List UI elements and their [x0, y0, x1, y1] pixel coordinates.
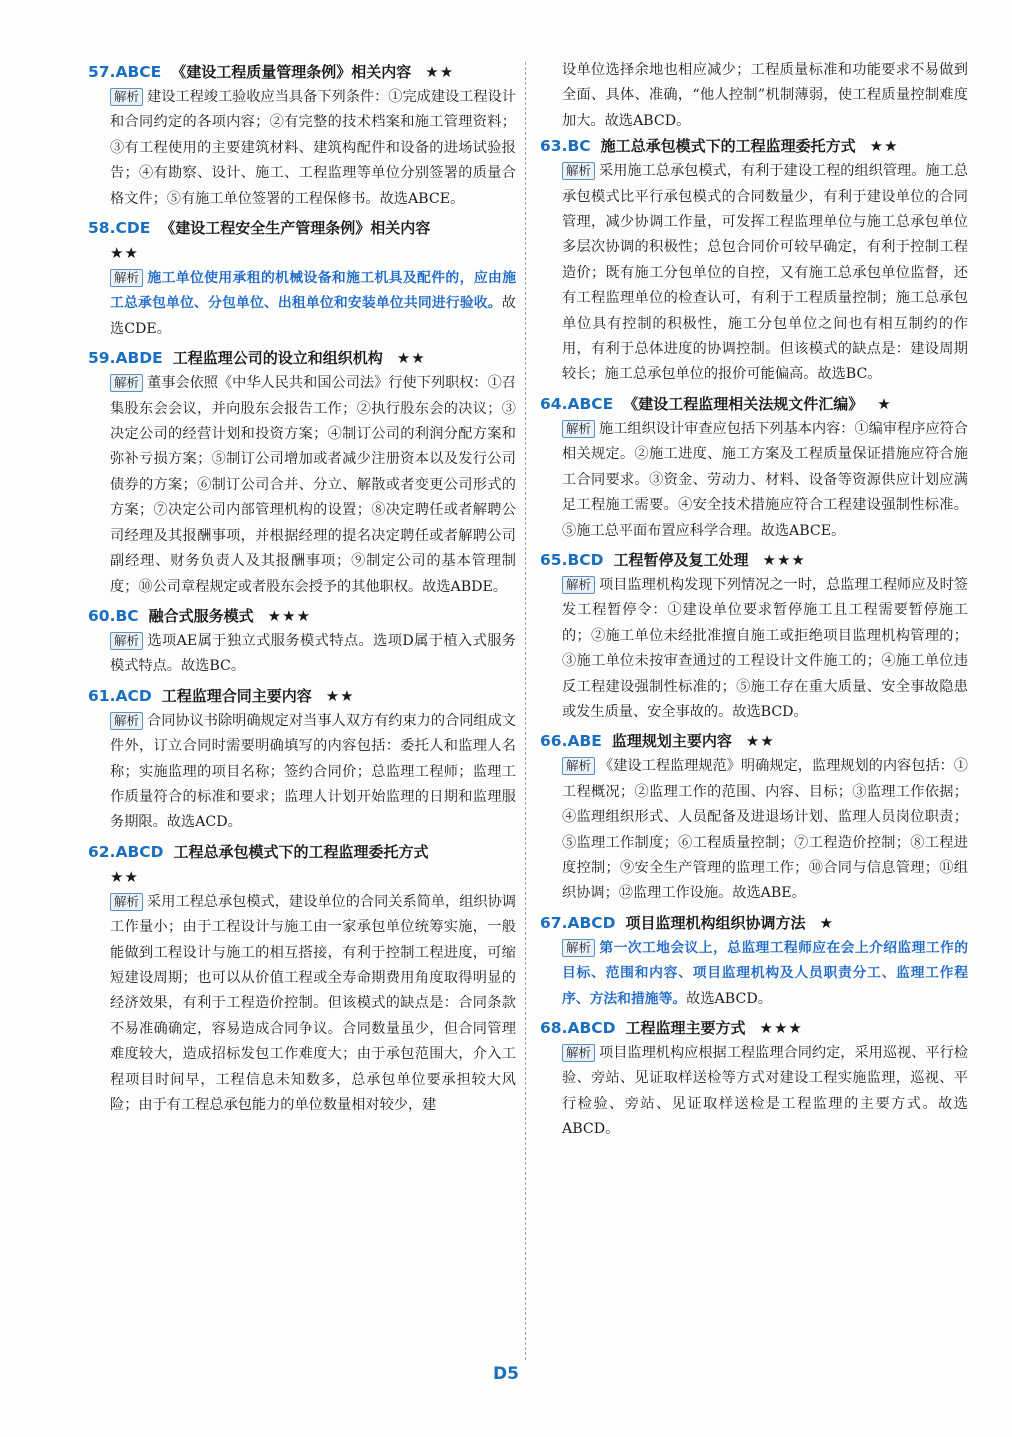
analysis-paragraph	[562, 754, 968, 906]
right-column	[540, 60, 968, 1147]
question-topic: 监理规划主要内容	[611, 732, 732, 751]
analysis-highlight: 施工单位使用承租的机械设备和施工机具及配件的，应由施工总承包单位、分包单位、出租单位和安装单位共同进行验收。	[110, 270, 516, 312]
analysis-tag: 解析	[110, 712, 143, 730]
question-59	[88, 346, 516, 600]
question-heading	[540, 134, 968, 159]
analysis-paragraph	[562, 573, 968, 725]
question-topic: 工程监理主要方式	[625, 1019, 746, 1037]
question-number: 57.ABCE	[88, 63, 162, 81]
difficulty-stars: ★★	[425, 63, 455, 81]
difficulty-stars: ★★	[396, 349, 426, 368]
difficulty-stars: ★★	[325, 686, 355, 705]
analysis-tag: 解析	[562, 757, 595, 775]
analysis-text: 选项AE属于独立式服务模式特点。选项D属于植入式服务模式特点。故选BC。	[110, 632, 516, 675]
difficulty-stars: ★★	[745, 732, 775, 751]
question-number: 68.ABCD	[540, 1019, 616, 1037]
difficulty-stars: ★★	[869, 137, 899, 156]
analysis-paragraph	[562, 159, 968, 388]
difficulty-stars: ★★★	[762, 550, 806, 569]
analysis-paragraph	[110, 890, 516, 1119]
column-divider	[525, 62, 526, 1360]
analysis-tag: 解析	[110, 893, 143, 911]
question-number: 60.BC	[88, 606, 139, 625]
analysis-paragraph	[562, 417, 968, 544]
question-64	[540, 392, 968, 544]
question-66	[540, 729, 968, 906]
analysis-tag: 解析	[562, 420, 595, 438]
question-number: 59.ABDE	[88, 349, 163, 368]
question-number: 62.ABCD	[88, 842, 164, 861]
question-65	[540, 548, 968, 725]
question-topic: 融合式服务模式	[148, 606, 254, 625]
analysis-text: 《建设工程监理规范》明确规定，监理规划的内容包括：①工程概况；②监理工作的范围、内容、目标；③监理工作依据；④监理组织形式、人员配备及进退场计划、监理人员岗位职责；⑤监理工作制度；⑥工程质量控制；⑦工程造价控制；⑧工程进度控制；⑨安全生产管理的监理工作；⑩合同与信息管理；⑪组织协调；⑫监理工作设施。故选ABE。	[562, 758, 968, 902]
continued-text-62: 设单位选择余地也相应减少；工程质量标准和功能要求不易做到全面、具体、准确，“他人控制”机制薄弱，使工程质量控制难度加大。故选ABCD。	[562, 62, 968, 129]
analysis-paragraph	[110, 709, 516, 836]
difficulty-stars: ★	[877, 394, 892, 413]
question-number: 65.BCD	[540, 550, 604, 569]
analysis-paragraph	[110, 629, 516, 680]
difficulty-stars: ★	[819, 913, 834, 932]
analysis-text: 项目监理机构应根据工程监理合同约定，采用巡视、平行检验、旁站、见证取样送检等方式对建设工程实施监理，巡视、平行检验、旁站、见证取样送检是工程监理的主要方式。故选ABCD。	[562, 1045, 968, 1138]
question-63	[540, 134, 968, 388]
analysis-tag: 解析	[110, 632, 143, 650]
analysis-highlight: 第一次工地会议上，总监理工程师应在会上介绍监理工作的目标、范围和内容、项目监理机构及人员职责分工、监理工作程序、方法和措施等。	[562, 939, 968, 1007]
question-heading	[88, 60, 516, 85]
question-heading	[88, 346, 516, 371]
difficulty-stars: ★★	[110, 867, 139, 886]
question-heading	[88, 216, 516, 266]
difficulty-stars: ★★	[110, 244, 139, 263]
question-heading	[88, 684, 516, 709]
question-68	[540, 1016, 968, 1143]
question-number: 58.CDE	[88, 219, 151, 238]
analysis-text: 董事会依照《中华人民共和国公司法》行使下列职权：①召集股东会会议，并向股东会报告工作；②执行股东会的决议；③决定公司的经营计划和投资方案；④制订公司的利润分配方案和弥补亏损方案；⑤制订公司增加或者减少注册资本以及发行公司债券的方案；⑥制订公司合并、分立、解散或者变更公司形式的方案；⑦决定公司内部管理机构的设置；⑧决定聘任或者解聘公司经理及其报酬事项，并根据经理的提名决定聘任或者解聘公司副经理、财务负责人及其报酬事项；⑨制定公司的基本管理制度；⑩公司章程规定或者股东会授予的其他职权。故选ABDE。	[110, 375, 516, 595]
analysis-text: 施工组织设计审查应包括下列基本内容：①编审程序应符合相关规定。②施工进度、施工方案及工程质量保证措施应符合施工合同要求。③资金、劳动力、材料、设备等资源供应计划应满足工程施工需要。④安全技术措施应符合工程建设强制性标准。⑤施工总平面布置应科学合理。故选ABCE。	[562, 420, 968, 539]
analysis-paragraph	[110, 85, 516, 212]
question-heading	[540, 729, 968, 754]
question-heading	[540, 548, 968, 573]
question-62	[88, 840, 516, 1119]
analysis-text: 合同协议书除明确规定对当事人双方有约束力的合同组成文件外，订立合同时需要明确填写的内容包括：委托人和监理人名称；实施监理的项目名称；签约合同价；总监理工程师；监理工作质量符合的标准和要求；监理人计划开始监理的日期和监理服务期限。故选ACD。	[110, 712, 516, 831]
question-58	[88, 216, 516, 342]
analysis-text: 建设工程竣工验收应当具备下列条件：①完成建设工程设计和合同约定的各项内容；②有完整的技术档案和施工管理资料；③有工程使用的主要建筑材料、建筑构配件和设备的进场试验报告；④有勘察、设计、施工、工程监理等单位分别签署的质量合格文件；⑤有施工单位签署的工程保修书。故选ABCE。	[110, 89, 516, 207]
analysis-paragraph	[562, 1041, 968, 1143]
question-heading	[540, 1016, 968, 1041]
question-topic: 《建设工程质量管理条例》相关内容	[171, 63, 412, 81]
question-topic: 《建设工程监理相关法规文件汇编》	[623, 394, 864, 413]
analysis-text: 采用工程总承包模式，建设单位的合同关系简单，组织协调工作量小；由于工程设计与施工由一家承包单位统筹实施，一般能做到工程设计与施工的相互搭接，有利于控制工程进度，可缩短建设周期；也可以从价值工程或全寿命期费用角度取得明显的经济效果，有利于工程造价控制。但该模式的缺点是：合同条款不易准确确定，容易造成合同争议。合同数量虽少，但合同管理难度较大，造成招标发包工作难度大；由于承包范围大，介入工程项目时间早，工程信息未知数多，总承包单位要承担较大风险；由于有工程总承包能力的单位数量相对较少，建	[110, 893, 516, 1113]
analysis-text: 故选CDE。	[110, 295, 516, 337]
question-topic: 施工总承包模式下的工程监理委托方式	[600, 137, 856, 156]
question-topic: 《建设工程安全生产管理条例》相关内容	[160, 219, 431, 238]
question-heading	[88, 840, 516, 890]
analysis-text: 采用施工总承包模式，有利于建设工程的组织管理。施工总承包模式比平行承包模式的合同数量少，有利于建设单位的合同管理，减少协调工作量，可发挥工程监理单位与施工总承包单位多层次协调的积极性；总包合同价可较早确定，有利于控制工程造价；既有施工分包单位的自控，又有施工总承包单位监督，还有工程监理单位的检查认可，有利于工程质量控制；施工总承包单位具有控制的积极性，施工分包单位之间也有相互制约的作用，有利于总体进度的协调控制。但该模式的缺点是：建设周期较长；施工总承包单位的报价可能偏高。故选BC。	[562, 163, 968, 383]
question-number: 63.BC	[540, 137, 591, 156]
analysis-tag: 解析	[110, 88, 143, 106]
question-number: 61.ACD	[88, 686, 152, 705]
question-57	[88, 60, 516, 212]
analysis-tag: 解析	[110, 374, 143, 392]
analysis-tag: 解析	[562, 162, 595, 180]
question-number: 66.ABE	[540, 732, 602, 751]
page-number: D5	[493, 1364, 519, 1384]
question-topic: 工程监理合同主要内容	[161, 686, 312, 705]
analysis-paragraph	[562, 936, 968, 1012]
question-61	[88, 684, 516, 836]
question-67	[540, 911, 968, 1012]
analysis-paragraph	[110, 371, 516, 600]
left-column	[88, 60, 516, 1122]
difficulty-stars: ★★★	[759, 1019, 803, 1037]
question-number: 64.ABCE	[540, 394, 614, 413]
question-heading	[88, 604, 516, 629]
analysis-text: 项目监理机构发现下列情况之一时，总监理工程师应及时签发工程暂停令：①建设单位要求暂停施工且工程需要暂停施工的；②施工单位未经批准擅自施工或拒绝项目监理机构管理的；③施工单位未按审查通过的工程设计文件施工的；④施工单位违反工程建设强制性标准的；⑤施工存在重大质量、安全事故隐患或发生质量、安全事故的。故选BCD。	[562, 576, 968, 720]
question-topic: 工程暂停及复工处理	[613, 550, 749, 569]
question-topic: 工程总承包模式下的工程监理委托方式	[173, 842, 429, 861]
question-heading	[540, 911, 968, 936]
analysis-tag: 解析	[562, 576, 595, 594]
analysis-tag: 解析	[110, 269, 143, 287]
analysis-tag: 解析	[562, 1044, 595, 1062]
question-topic: 工程监理公司的设立和组织机构	[172, 349, 383, 368]
question-60	[88, 604, 516, 680]
analysis-paragraph	[110, 266, 516, 342]
question-number: 67.ABCD	[540, 913, 616, 932]
difficulty-stars: ★★★	[267, 606, 312, 625]
analysis-text: 故选ABCD。	[686, 990, 772, 1007]
question-heading	[540, 392, 968, 417]
question-topic: 项目监理机构组织协调方法	[625, 913, 806, 932]
analysis-tag: 解析	[562, 939, 595, 957]
